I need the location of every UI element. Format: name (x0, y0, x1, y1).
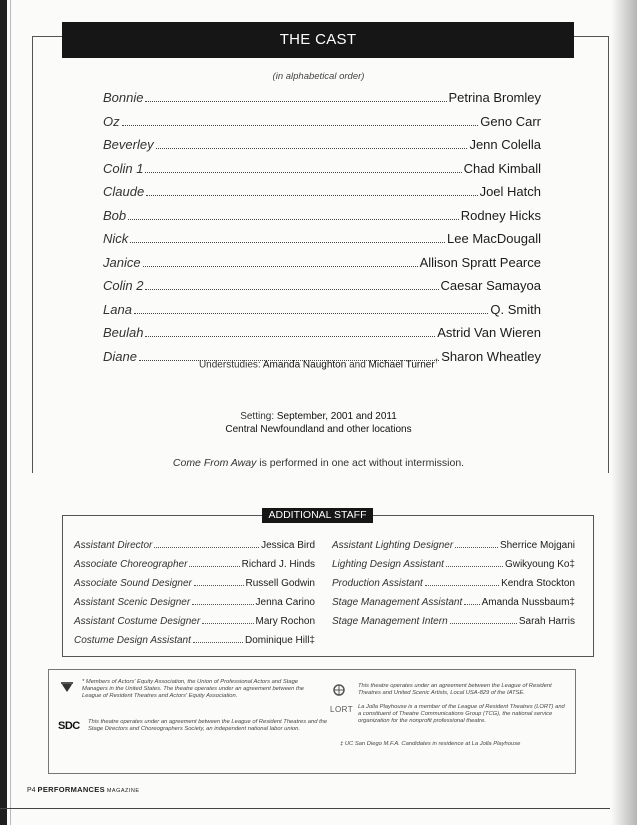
leader-dots (145, 172, 461, 173)
staff-role: Assistant Lighting Designer (332, 540, 454, 551)
setting-line (0, 411, 637, 422)
cast-row (103, 161, 541, 185)
performance-note (0, 457, 637, 469)
understudies-and: and (346, 359, 369, 371)
page-footer (27, 785, 140, 794)
staff-row (74, 597, 315, 616)
footer-rule (0, 808, 610, 809)
cast-row (103, 255, 541, 279)
cast-actor: Chad Kimball (463, 160, 541, 176)
cast-actor: Jenn Colella (469, 137, 541, 152)
leader-dots (192, 604, 253, 605)
staff-role: Costume Design Assistant (74, 635, 191, 646)
usa-note: This theatre operates under an agreement between the League of Resident Theatres and United Scenic Artists, Local USA-829 of the IATSE. (358, 683, 552, 696)
staff-role: Associate Sound Designer (74, 578, 192, 589)
staff-right-column (332, 540, 575, 635)
show-title: Come From Away (172, 457, 257, 469)
staff-name: Russell Godwin (245, 578, 315, 589)
leader-dots (202, 623, 253, 624)
sdc-note: This theatre operates under an agreement between the League of Resident Theatres and the Stage Directors and Choreographers Society, an independent national labor union. (88, 719, 328, 732)
leader-dots (455, 547, 498, 548)
cast-role: Claude (103, 184, 145, 199)
understudy-mark: † (434, 359, 439, 365)
leader-dots (143, 266, 418, 267)
leader-dots (122, 125, 479, 126)
staff-row (332, 559, 575, 578)
performance-text: is performed in one act without intermission. (256, 457, 465, 469)
cast-role: Oz (103, 113, 120, 129)
ucsd-note: ‡ UC San Diego M.F.A. Candidates in residence at La Jolla Playhouse (340, 741, 521, 747)
staff-row (332, 597, 575, 616)
cast-actor: Petrina Bromley (448, 90, 541, 105)
cast-role: Beverley (103, 137, 154, 152)
equity-logo (60, 680, 74, 692)
cast-row (103, 231, 541, 255)
page-title: THE CAST (62, 22, 574, 58)
staff-left-column (74, 540, 315, 654)
staff-role: Stage Management Intern (332, 616, 448, 627)
cast-role: Lana (103, 301, 132, 317)
cast-actor: Lee MacDougall (447, 231, 541, 246)
magazine-name: PERFORMANCES (37, 785, 105, 794)
staff-row (74, 559, 315, 578)
cast-row (103, 114, 541, 138)
leader-dots (193, 642, 243, 643)
staff-role: Lighting Design Assistant (332, 559, 444, 570)
leader-dots (130, 242, 445, 243)
lort-logo: LORT (330, 705, 354, 714)
leader-dots (154, 547, 259, 548)
leader-dots (464, 604, 479, 605)
sdc-logo: SDC (58, 720, 80, 732)
cast-actor: Caesar Samayoa (440, 278, 541, 293)
staff-name: Amanda Nussbaum‡ (481, 597, 575, 608)
cast-row (103, 184, 541, 208)
cast-row (103, 278, 541, 302)
magazine-suffix: MAGAZINE (106, 788, 140, 794)
usa-logo (330, 683, 348, 701)
cast-actor: Joel Hatch (479, 184, 541, 199)
leader-dots (145, 289, 438, 290)
cast-actor: Astrid Van Wieren (437, 325, 541, 340)
staff-role: Assistant Costume Designer (74, 616, 201, 627)
leader-dots (450, 623, 517, 624)
leader-dots (145, 101, 446, 102)
cast-role: Bonnie (103, 90, 144, 105)
leader-dots (145, 336, 435, 337)
cast-role: Colin 1 (103, 160, 144, 176)
staff-row (74, 635, 315, 654)
cast-list (103, 90, 541, 372)
cast-row (103, 90, 541, 114)
staff-name: Sarah Harris (518, 616, 575, 627)
cast-actor: Q. Smith (490, 301, 541, 317)
staff-name: Richard J. Hinds (241, 559, 315, 570)
leader-dots (134, 313, 489, 314)
cast-role: Janice (103, 254, 141, 270)
staff-row (332, 616, 575, 635)
cast-row (103, 302, 541, 326)
setting-label: Setting: (240, 411, 277, 422)
staff-title: ADDITIONAL STAFF (262, 508, 373, 523)
understudy-name: Michael Turner (368, 359, 435, 371)
cast-actor: Sharon Wheatley (441, 348, 541, 364)
staff-role: Stage Management Assistant (332, 597, 463, 608)
staff-name: Jenna Carino (255, 597, 315, 608)
staff-role: Production Assistant (332, 578, 423, 589)
staff-role: Associate Choreographer (74, 559, 188, 570)
cast-row (103, 208, 541, 232)
cast-subtitle: (in alphabetical order) (272, 71, 365, 82)
leader-dots (194, 585, 244, 586)
staff-name: Sherrice Mojgani (499, 540, 575, 551)
staff-name: Gwikyoung Ko‡ (504, 559, 575, 570)
staff-row (332, 540, 575, 559)
cast-row (103, 325, 541, 349)
understudies-line (0, 359, 637, 370)
leader-dots (146, 195, 477, 196)
setting-place: Central Newfoundland and other locations (225, 424, 412, 435)
staff-role: Assistant Director (74, 540, 153, 551)
staff-role: Assistant Scenic Designer (74, 597, 191, 608)
cast-actor: Rodney Hicks (460, 207, 541, 223)
cast-role: Bob (103, 207, 127, 223)
cast-role: Beulah (103, 325, 144, 340)
leader-dots (189, 566, 239, 567)
cast-role: Nick (103, 231, 129, 246)
leader-dots (446, 566, 503, 567)
understudies-label: Understudies: (198, 359, 263, 371)
cast-role: Colin 2 (103, 278, 144, 293)
cast-actor: Geno Carr (480, 113, 541, 129)
staff-name: Kendra Stockton (501, 578, 575, 589)
leader-dots (128, 219, 459, 220)
equity-note: * Members of Actors' Equity Association, the Union of Professional Actors and Stage Managers in the United States. The theatre operates under an agreement between the League of Resident Theatres and Actors' Equity Association. (82, 679, 305, 699)
staff-name: Mary Rochon (255, 616, 315, 627)
staff-name: Dominique Hill‡ (244, 635, 315, 646)
cast-row (103, 137, 541, 161)
setting-time: September, 2001 and 2011 (276, 411, 397, 422)
page-number: P4 (27, 787, 36, 794)
lort-note: La Jolla Playhouse is a member of the League of Resident Theatres (LORT) and a constituent of Theatre Communications Group (TCG), the national service organization for the nonprofit professional theatre. (358, 704, 565, 724)
staff-row (74, 578, 315, 597)
staff-row (74, 616, 315, 635)
staff-row (332, 578, 575, 597)
staff-name: Jessica Bird (261, 540, 315, 551)
cast-actor: Allison Spratt Pearce (419, 254, 541, 270)
cast-role: Diane (103, 348, 137, 364)
leader-dots (156, 148, 468, 149)
staff-row (74, 540, 315, 559)
leader-dots (425, 585, 499, 586)
understudy-name: Amanda Naughton (262, 359, 347, 371)
